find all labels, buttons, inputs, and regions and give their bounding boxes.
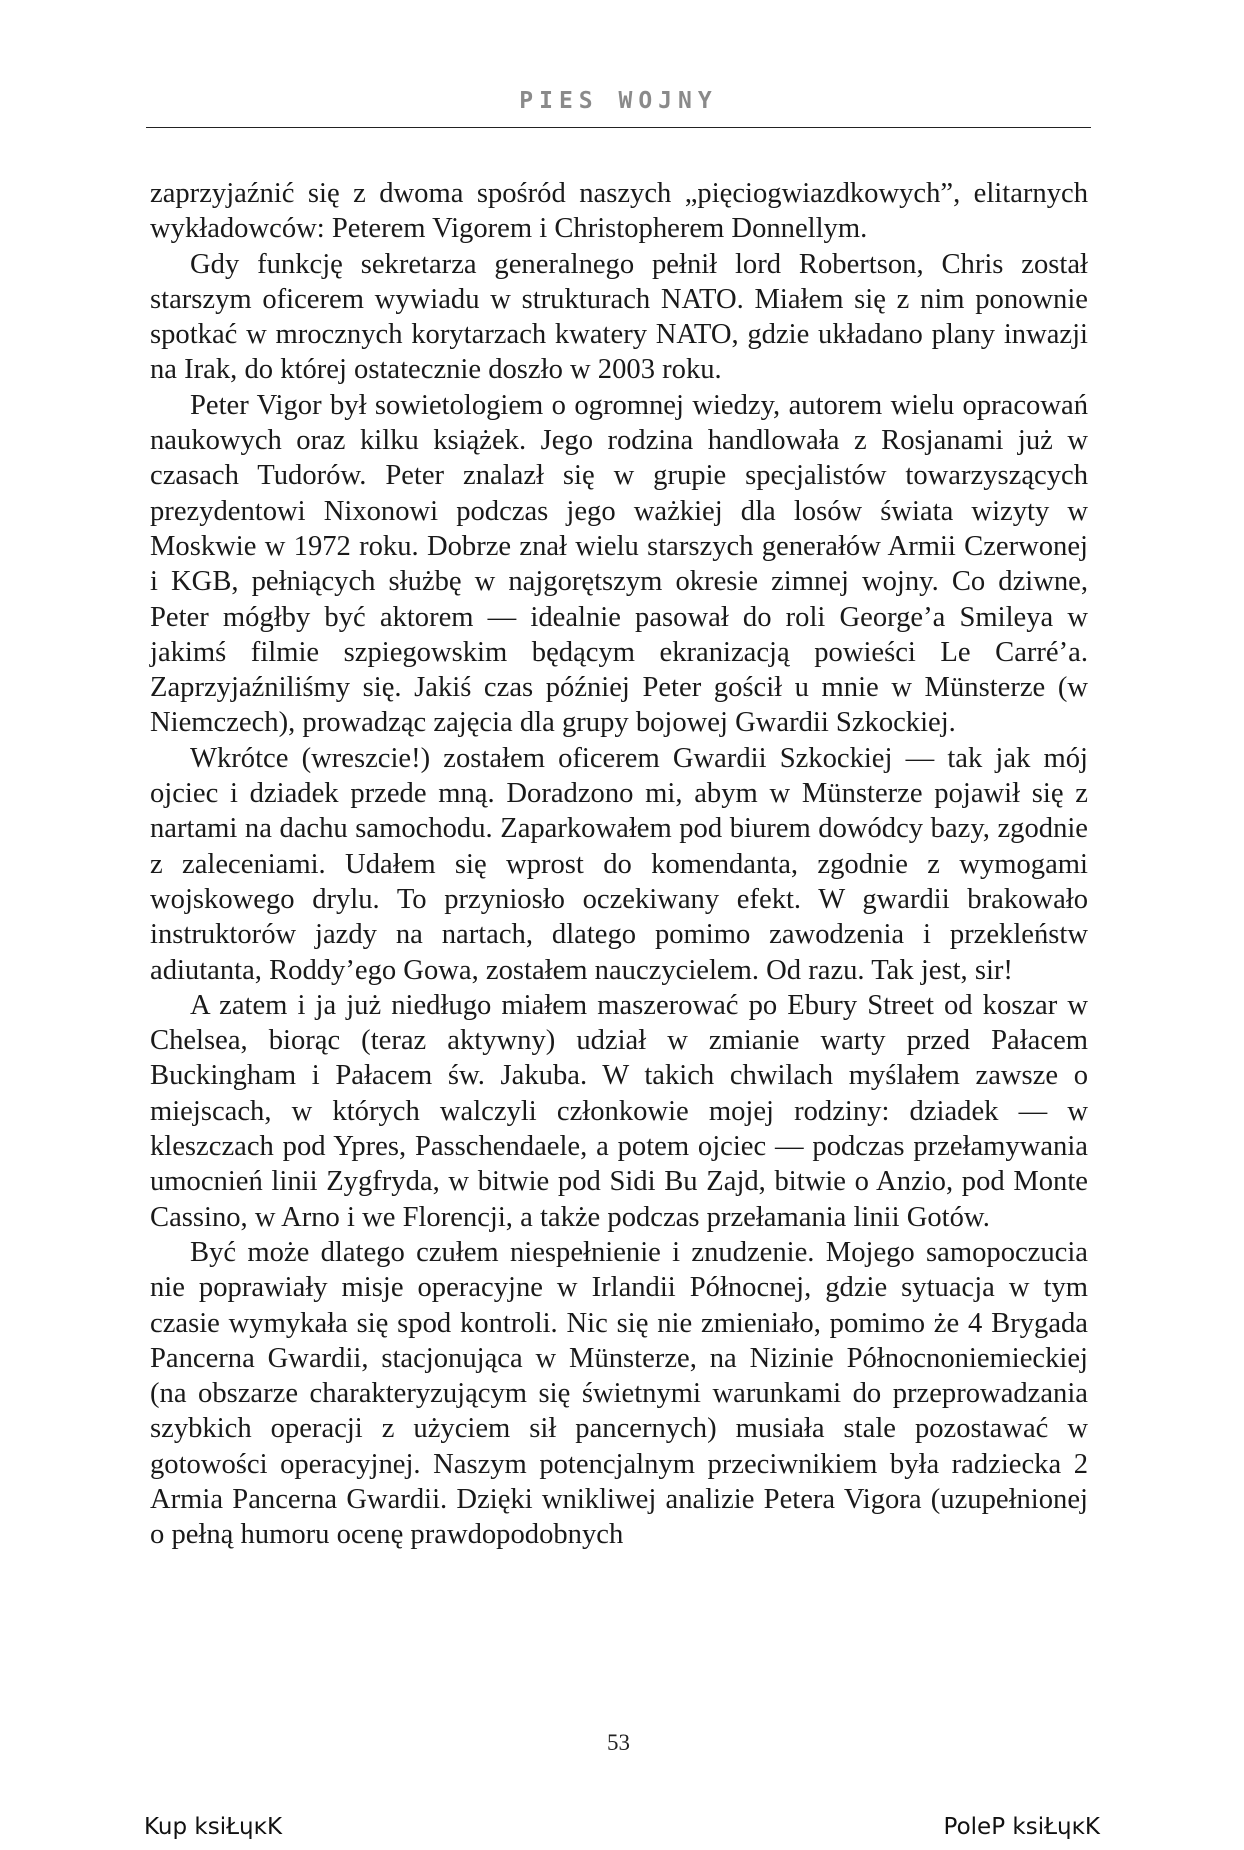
running-title: PIES WOJNY: [519, 88, 718, 114]
page-number: 53: [607, 1730, 630, 1755]
buy-book-link[interactable]: Kup ksiŁɥĸK: [144, 1814, 283, 1840]
paragraph: zaprzyjaźnić się z dwoma spośród naszych „pięciogwiazdkowych”, elitarnych wykładowców: Peterem Vigorem i Christopherem Donnellym.: [150, 178, 1088, 245]
body-text: [150, 176, 1088, 1553]
paragraph: A zatem i ja już niedługo miałem maszerować po Ebury Street od koszar w Chelsea, biorąc (teraz aktywny) udział w zmianie warty przed Pałacem Buckingham i Pałacem św. Jakuba. W takich chwilach myślałem zawsze o miejscach, w których walczyli członkowie mojej rodziny: dziadek — w kleszczach pod Ypres, Passchendaele, a potem ojciec — podczas przełamywania umocnień linii Zygfryda, w bitwie pod Sidi Bu Zajd, bitwie o Anzio, pod Monte Cassino, w Arno i we Florencji, a także podczas przełamania linii Gotów.: [150, 989, 1088, 1233]
paragraph: Gdy funkcję sekretarza generalnego pełnił lord Robertson, Chris został starszym oficerem wywiadu w strukturach NATO. Miałem się z nim ponownie spotkać w mrocznych korytarzach kwatery NATO, gdzie układano plany inwazji na Irak, do której ostatecznie doszło w 2003 roku.: [150, 248, 1088, 386]
paragraph: Wkrótce (wreszcie!) zostałem oficerem Gwardii Szkockiej — tak jak mój ojciec i dziadek przede mną. Doradzono mi, abym w Münsterze pojawił się z nartami na dachu samochodu. Zaparkowałem pod biurem dowódcy bazy, zgodnie z zaleceniami. Udałem się wprost do komendanta, zgodnie z wymogami wojskowego drylu. To przyniosło oczekiwany efekt. W gwardii brakowało instruktorów jazdy na nartach, dlatego pomimo zawodzenia i przekleństw adiutanta, Roddy’ego Gowa, zostałem nauczycielem. Od razu. Tak jest, sir!: [150, 742, 1088, 986]
paragraph: Peter Vigor był sowietologiem o ogromnej wiedzy, autorem wielu opracowań naukowych oraz kilku książek. Jego rodzina handlowała z Rosjanami już w czasach Tudorów. Peter znalazł się w grupie specjalistów towarzyszących prezydentowi Nixonowi podczas jego ważkiej dla losów świata wizyty w Moskwie w 1972 roku. Dobrze znał wielu starszych generałów Armii Czerwonej i KGB, pełniących służbę w najgorętszym okresie zimnej wojny. Co dziwne, Peter mógłby być aktorem — idealnie pasował do roli George’a Smileya w jakimś filmie szpiegowskim będącym ekranizacją powieści Le Carré’a. Zaprzyjaźniliśmy się. Jakiś czas później Peter gościł u mnie w Münsterze (w Niemczech), prowadząc zajęcia dla grupy bojowej Gwardii Szkockiej.: [150, 389, 1088, 739]
recommend-book-link[interactable]: PoleP ksiŁɥĸK: [943, 1814, 1100, 1840]
header-rule: [146, 127, 1091, 128]
paragraph: Być może dlatego czułem niespełnienie i znudzenie. Mojego samopoczucia nie poprawiały misje operacyjne w Irlandii Północnej, gdzie sytuacja w tym czasie wymykała się spod kontroli. Nic się nie zmieniało, pomimo że 4 Brygada Pancerna Gwardii, stacjonująca w Münsterze, na Nizinie Północnoniemieckiej (na obszarze charakteryzującym się świetnymi warunkami do przeprowadzania szybkich operacji z użyciem sił pancernych) musiała stale pozostawać w gotowości operacyjnej. Naszym potencjalnym przeciwnikiem była radziecka 2 Armia Pancerna Gwardii. Dzięki wnikliwej analizie Petera Vigora (uzupełnionej o pełną humoru ocenę prawdopodobnych: [150, 1236, 1088, 1551]
